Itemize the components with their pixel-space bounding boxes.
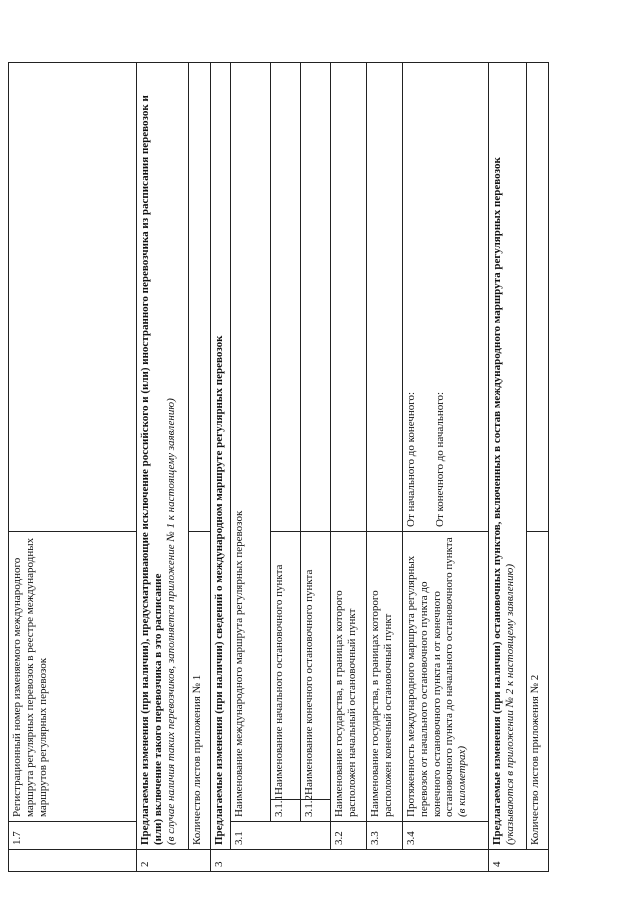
row-3-2-label: Наименование государства, в границах которого расположен начальный остановочный пункт: [331, 532, 367, 822]
section-2-heading-cell: [137, 63, 189, 850]
section-4-heading-cell: [489, 63, 527, 850]
row-3-1-1-num: 3.1.1: [271, 800, 301, 822]
row-3-3-num: 3.3: [367, 822, 403, 850]
row-1-7-value[interactable]: [9, 63, 137, 532]
row-3-4: [403, 63, 489, 872]
section-4-count-label: Количество листов приложения № 2: [527, 532, 549, 850]
row-1-7-num: 1.7: [9, 822, 137, 850]
section-3-num: 3: [211, 850, 489, 872]
distance-start-to-end-label: От начального до конечного:: [405, 391, 417, 527]
section-2-count-value[interactable]: [189, 63, 211, 532]
section-3-heading-row: [211, 63, 231, 872]
section-4-heading-row: [489, 63, 527, 872]
section-2-count-label: Количество листов приложения № 1: [189, 532, 211, 850]
row-3-2-value[interactable]: [331, 63, 367, 532]
section-2-count-row: [189, 63, 211, 872]
section-4-num: 4: [489, 850, 549, 872]
section-2-num: 2: [137, 850, 211, 872]
section-4-note: (указываются в приложении № 2 к настоящему заявлению): [503, 563, 516, 845]
row-3-1-2-num: 3.1.2: [301, 800, 331, 822]
row-3-1-label: Наименование международного маршрута регулярных перевозок: [231, 63, 271, 822]
section-4-heading: Предлагаемые изменения (при наличии) остановочных пунктов, включенных в состав международного маршрута регулярных перевозок: [491, 157, 503, 845]
row-3-1-1-value[interactable]: [271, 63, 301, 532]
section-3-heading: Предлагаемые изменения (при наличии) сведений о международном маршруте регулярных перевозок: [211, 63, 231, 850]
section-4-count-value[interactable]: [527, 63, 549, 532]
section-2-note: (в случае наличия таких перевозчиков, заполняется приложение № 1 к настоящему заявлению): [164, 398, 177, 845]
section-2-heading-row: [137, 63, 189, 872]
row-3-1: [231, 63, 271, 872]
row-3-3-value[interactable]: [367, 63, 403, 532]
row-3-3-label: Наименование государства, в границах которого расположен конечный остановочный пункт: [367, 532, 403, 822]
row-3-2-num: 3.2: [331, 822, 367, 850]
row-3-1-2: [301, 63, 331, 872]
row-3-1-1: [271, 63, 301, 872]
row-3-4-num: 3.4: [403, 822, 489, 850]
section-2-heading: Предлагаемые изменения (при наличии), предусматривающие исключение российского и (или) иностранного перевозчика из расписания перевозок и (или) включение такого перевозчика в это расписание: [139, 95, 164, 845]
distance-end-to-start-label: От конечного до начального:: [433, 391, 446, 527]
application-form-table: [8, 62, 549, 872]
section-4-count-row: [527, 63, 549, 872]
row-3-4-value[interactable]: [403, 63, 489, 532]
row-3-1-1-label: Наименование начального остановочного пункта: [271, 532, 301, 800]
row-1-7-label: Регистрационный номер изменяемого международного маршрута регулярных перевозок в реестре международных маршрутов регулярных перевозок: [9, 532, 137, 822]
row-3-3: [367, 63, 403, 872]
form-table-rotated: [8, 62, 548, 872]
row-1-7: [9, 63, 137, 872]
section-1-num-cell: [9, 850, 137, 872]
row-3-1-num: 3.1: [231, 822, 331, 850]
row-3-1-2-label: Наименование конечного остановочного пункта: [301, 532, 331, 800]
row-3-4-label-cell: [403, 532, 489, 822]
row-3-1-2-value[interactable]: [301, 63, 331, 532]
row-3-2: [331, 63, 367, 872]
row-3-4-label: Протяженность международного маршрута регулярных перевозок от начального остановочного пункта до конечного остановочного пункта и от конечного остановочного пункта до начального остановочного пункта: [405, 537, 456, 817]
row-3-4-unit: (в километрах): [456, 745, 468, 817]
